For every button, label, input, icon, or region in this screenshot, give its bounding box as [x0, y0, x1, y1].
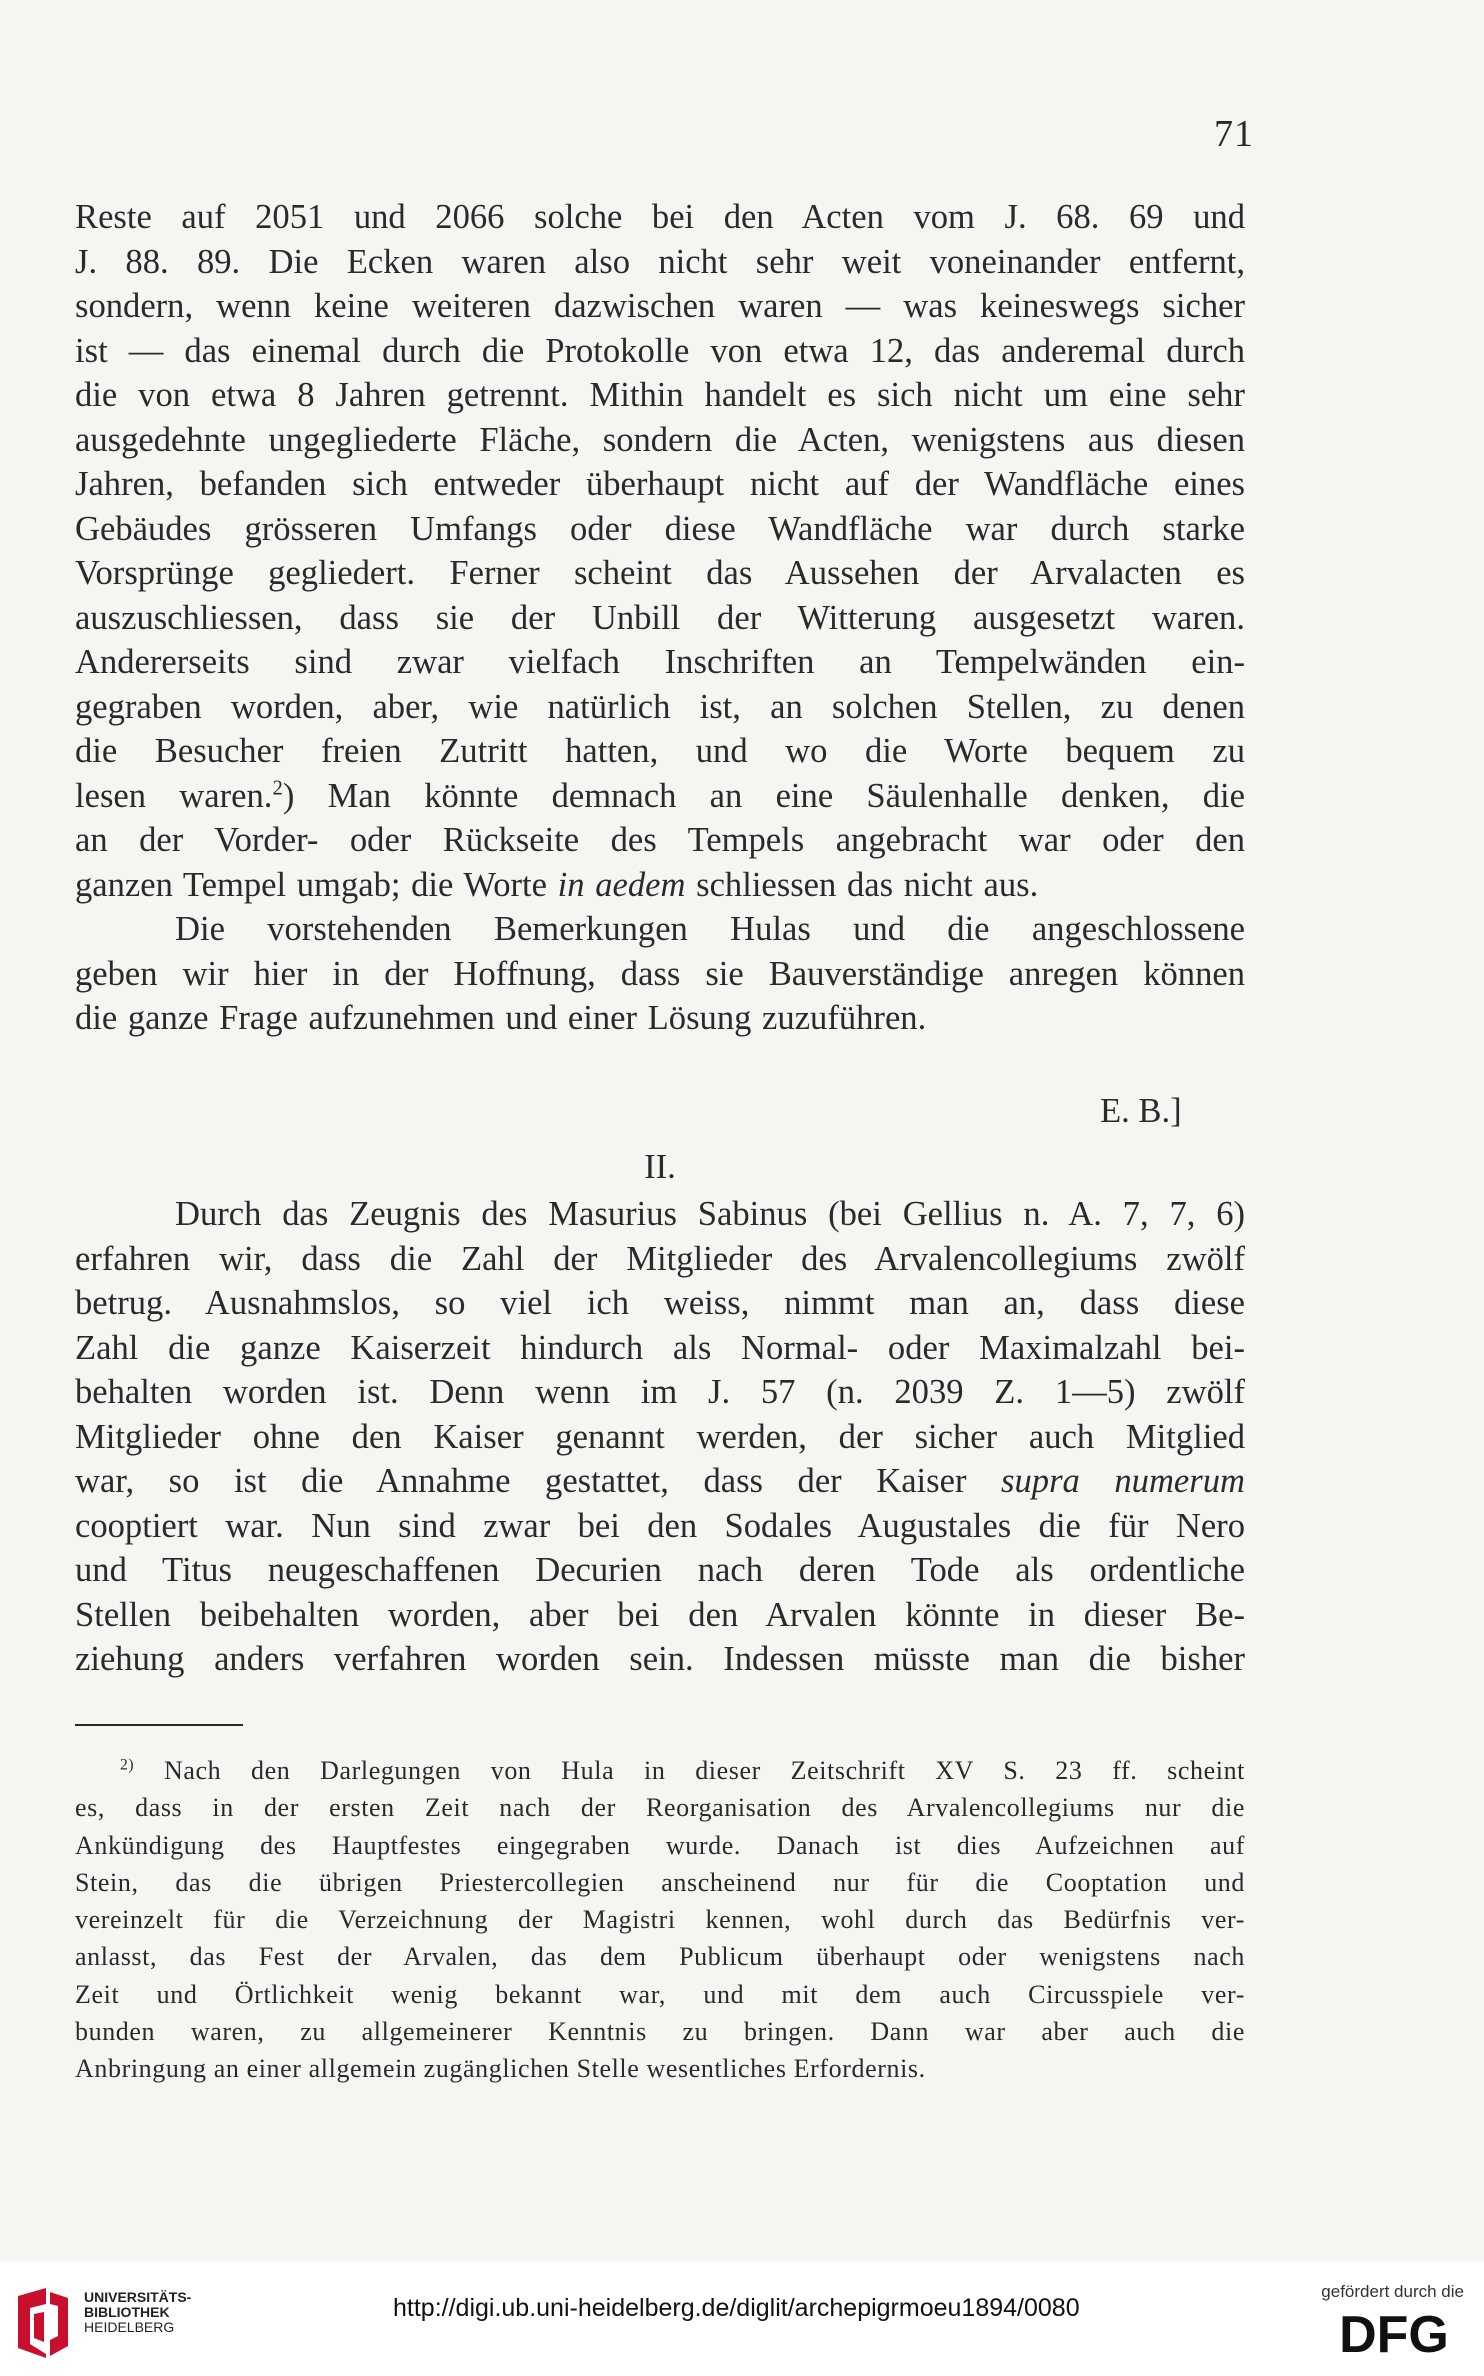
text-line: erfahren wir, dass die Zahl der Mitglieder des Arvalencollegiums zwölf [75, 1239, 1245, 1278]
library-name [84, 2290, 191, 2335]
footnote-line: Stein, das die übrigen Priestercollegien anscheinend nur für die Cooptation und [75, 1867, 1245, 1897]
funding-caption: gefördert durch die [1321, 2282, 1464, 2301]
section-text [75, 1192, 1245, 1682]
text-line: Zahl die ganze Kaiserzeit hindurch als Normal- oder Maximalzahl bei- [75, 1328, 1245, 1367]
text-line: und Titus neugeschaffenen Decurien nach deren Tode als ordentliche [75, 1551, 1245, 1589]
main-text [75, 195, 1245, 1041]
text-fragment: ganzen Tempel umgab; die Worte [75, 865, 558, 904]
text-line: Jahren, befanden sich entweder überhaupt nicht auf der Wandfläche eines [75, 465, 1245, 503]
text-line: cooptiert war. Nun sind zwar bei den Sodales Augustales die für Nero [75, 1506, 1245, 1545]
text-line [75, 1459, 1245, 1504]
text-line: Andererseits sind zwar vielfach Inschriften an Tempelwänden ein- [75, 643, 1245, 681]
text-fragment: war, so ist die Annahme gestattet, dass der Kaiser [75, 1462, 1002, 1500]
text-line: Die vorstehenden Bemerkungen Hulas und die angeschlossene [175, 910, 1245, 948]
dfg-logo-icon [1324, 2306, 1464, 2358]
footnote-divider [75, 1724, 243, 1726]
footnote-line [75, 1752, 1245, 1789]
footnote-line: Zeit und Örtlichkeit wenig bekannt war, und mit dem auch Circusspiele ver- [75, 1979, 1245, 2009]
text-line: auszuschliessen, dass sie der Unbill der Witterung ausgesetzt waren. [75, 598, 1245, 637]
footnote-line: es, dass in der ersten Zeit nach der Reorganisation des Arvalencollegiums nur die [75, 1793, 1245, 1823]
text-line: gegraben worden, aber, wie natürlich ist, an solchen Stellen, zu denen [75, 687, 1245, 726]
text-fragment: schliessen das nicht aus. [685, 865, 1039, 904]
footnote-line: bunden waren, zu allgemeinerer Kenntnis zu bringen. Dann war aber auch die [75, 2017, 1245, 2047]
italic-phrase: supra numerum [1001, 1462, 1245, 1500]
text-fragment: ) Man könnte demnach an eine Säulenhalle denken, die [282, 776, 1246, 815]
footnote-line: anlasst, das Fest der Arvalen, das dem Publicum überhaupt oder wenigstens nach [75, 1942, 1245, 1972]
text-line [75, 774, 1245, 819]
text-line: Vorsprünge gegliedert. Ferner scheint das Aussehen der Arvalacten es [75, 554, 1245, 592]
text-line: sondern, wenn keine weiteren dazwischen waren — was keineswegs sicher [75, 287, 1245, 325]
text-line: Durch das Zeugnis des Masurius Sabinus (bei Gellius n. A. 7, 7, 6) [175, 1195, 1245, 1233]
footnote-mark: 2) [120, 1756, 135, 1774]
library-name-line: UNIVERSITÄTS- [84, 2289, 192, 2305]
library-name-line: HEIDELBERG [84, 2319, 175, 2335]
footnote-line: vereinzelt für die Verzeichnung der Magistri kennen, wohl durch das Bedürfnis ver- [75, 1905, 1245, 1935]
text-line: ziehung anders verfahren worden sein. Indessen müsste man die bisher [75, 1640, 1245, 1678]
text-line: die Besucher freien Zutritt hatten, und wo die Worte bequem zu [75, 732, 1245, 770]
text-line: die von etwa 8 Jahren getrennt. Mithin handelt es sich nicht um eine sehr [75, 376, 1245, 414]
permalink-url[interactable]: http://digi.ub.uni-heidelberg.de/diglit/archepigrmoeu1894/0080 [393, 2294, 1080, 2322]
text-line: Mitglieder ohne den Kaiser genannt werden, der sicher auch Mitglied [75, 1417, 1245, 1456]
footnote-line: Anbringung an einer allgemein zugänglichen Stelle wesentliches Erfordernis. [75, 2054, 926, 2084]
text-line: ist — das einemal durch die Protokolle von etwa 12, das anderemal durch [75, 331, 1245, 370]
text-fragment: lesen waren. [75, 776, 273, 815]
footnote-line: Ankündigung des Hauptfestes eingegraben wurde. Danach ist dies Aufzeichnen auf [75, 1830, 1245, 1860]
text-line: geben wir hier in der Hoffnung, dass sie Bauverständige anregen können [75, 954, 1245, 993]
text-line: Reste auf 2051 und 2066 solche bei den Acten vom J. 68. 69 und [75, 198, 1245, 236]
text-line: J. 88. 89. Die Ecken waren also nicht sehr weit voneinander entfernt, [75, 242, 1245, 281]
section-heading: II. [644, 1148, 676, 1186]
text-line: an der Vorder- oder Rückseite des Tempels angebracht war oder den [75, 821, 1245, 859]
text-line: ausgedehnte ungegliederte Fläche, sondern die Acten, wenigstens aus diesen [75, 420, 1245, 459]
text-line: die ganze Frage aufzunehmen und einer Lösung zuzuführen. [75, 999, 927, 1037]
library-name-line: BIBLIOTHEK [84, 2304, 170, 2320]
footer-bar [0, 2262, 1484, 2376]
text-line: Gebäudes grösseren Umfangs oder diese Wandfläche war durch starke [75, 509, 1245, 548]
library-logo-icon [10, 2284, 76, 2360]
text-line: behalten worden ist. Denn wenn im J. 57 (n. 2039 Z. 1—5) zwölf [75, 1373, 1245, 1411]
text-line: Stellen beibehalten worden, aber bei den Arvalen könnte in dieser Be- [75, 1595, 1245, 1634]
text-fragment: Nach den Darlegungen von Hula in dieser Zeitschrift XV S. 23 ff. scheint [163, 1756, 1245, 1785]
footnote-reference[interactable]: 2 [272, 776, 283, 799]
page-number: 71 [1214, 113, 1254, 155]
text-line [75, 863, 1245, 908]
italic-phrase: in aedem [557, 865, 686, 904]
dfg-logo-text: DFG [1339, 2306, 1449, 2358]
signature: E. B.] [1100, 1092, 1182, 1130]
footnotes [75, 1752, 1245, 2088]
text-line: betrug. Ausnahmslos, so viel ich weiss, nimmt man an, dass diese [75, 1284, 1245, 1322]
